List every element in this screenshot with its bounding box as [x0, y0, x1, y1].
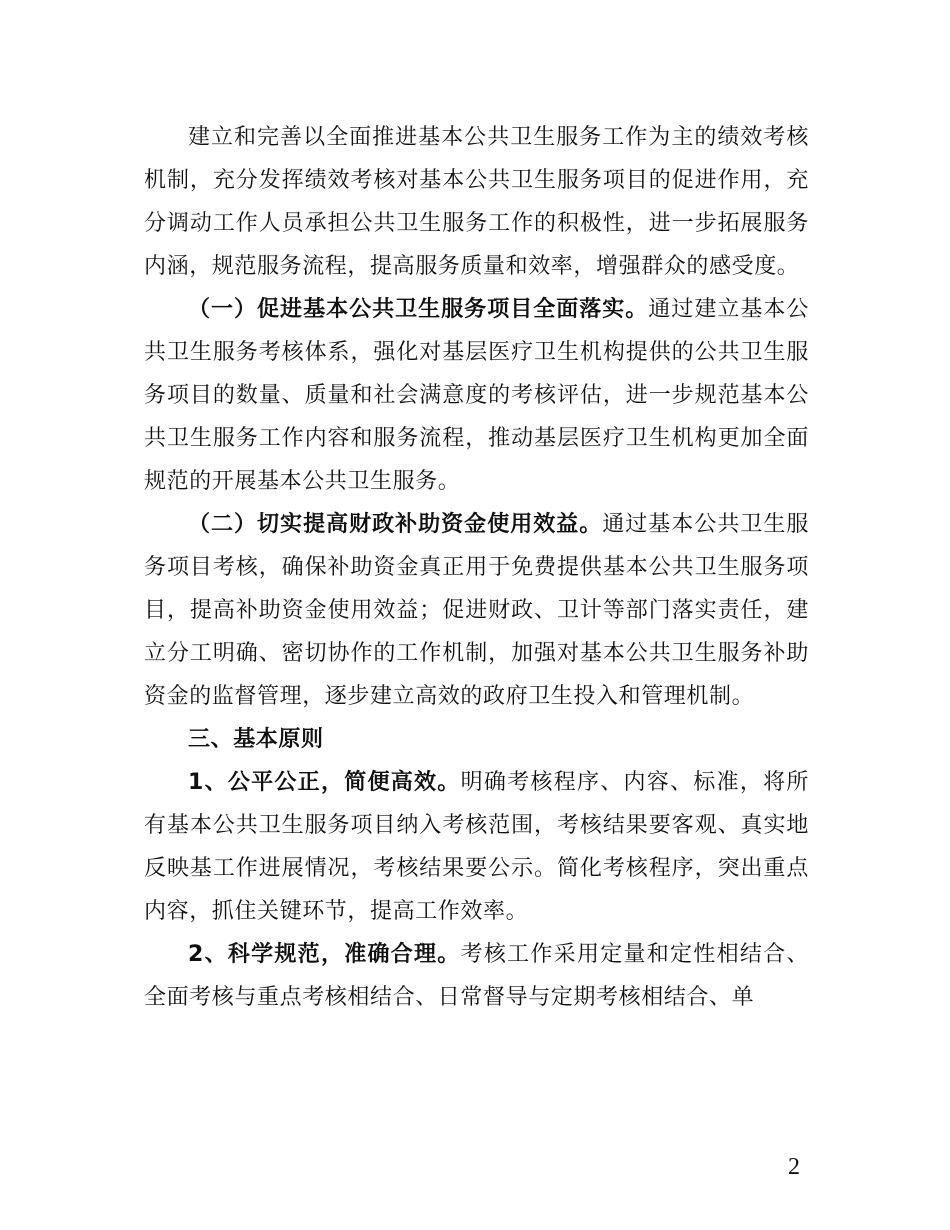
- paragraph-text: 通过建立基本公共卫生服务考核体系，强化对基层医疗卫生机构提供的公共卫生服务项目的数量、质量和社会满意度的考核评估，进一步规范基本公共卫生服务工作内容和服务流程，推动基层医疗卫生机构更加全面规范的开展基本公共卫生服务。: [144, 297, 809, 494]
- page-number: 2: [788, 1154, 800, 1180]
- paragraph-lead: 2、科学规范，准确合理。: [188, 942, 461, 967]
- paragraph-lead: （一）促进基本公共卫生服务项目全面落实。: [188, 297, 649, 322]
- paragraph-text: 建立和完善以全面推进基本公共卫生服务工作为主的绩效考核机制，充分发挥绩效考核对基本公共卫生服务项目的促进作用，充分调动工作人员承担公共卫生服务工作的积极性，进一步拓展服务内涵，规范服务流程，提高服务质量和效率，增强群众的感受度。: [144, 125, 809, 279]
- principle-paragraph-2: [144, 933, 809, 1019]
- paragraph-text: 明确考核程序、内容、标准，将所有基本公共卫生服务项目纳入考核范围，考核结果要客观、真实地反映基工作进展情况，考核结果要公示。简化考核程序，突出重点内容，抓住关键环节，提高工作效率。: [144, 770, 809, 924]
- paragraph-lead: （二）切实提高财政补助资金使用效益。: [188, 512, 603, 537]
- objective-paragraph-2: [144, 503, 809, 718]
- document-body: [144, 116, 809, 1019]
- principle-paragraph-1: [144, 761, 809, 933]
- paragraph-lead: 1、公平公正，简便高效。: [188, 770, 461, 795]
- intro-paragraph: [144, 116, 809, 288]
- section-heading: 三、基本原则: [188, 727, 324, 752]
- paragraph-text: 考核工作采用定量和定性相结合、全面考核与重点考核相结合、日常督导与定期考核相结合、单: [144, 942, 809, 1010]
- objective-paragraph-1: [144, 288, 809, 503]
- paragraph-text: 通过基本公共卫生服务项目考核，确保补助资金真正用于免费提供基本公共卫生服务项目，提高补助资金使用效益；促进财政、卫计等部门落实责任，建立分工明确、密切协作的工作机制，加强对基本公共卫生服务补助资金的监督管理，逐步建立高效的政府卫生投入和管理机制。: [144, 512, 809, 709]
